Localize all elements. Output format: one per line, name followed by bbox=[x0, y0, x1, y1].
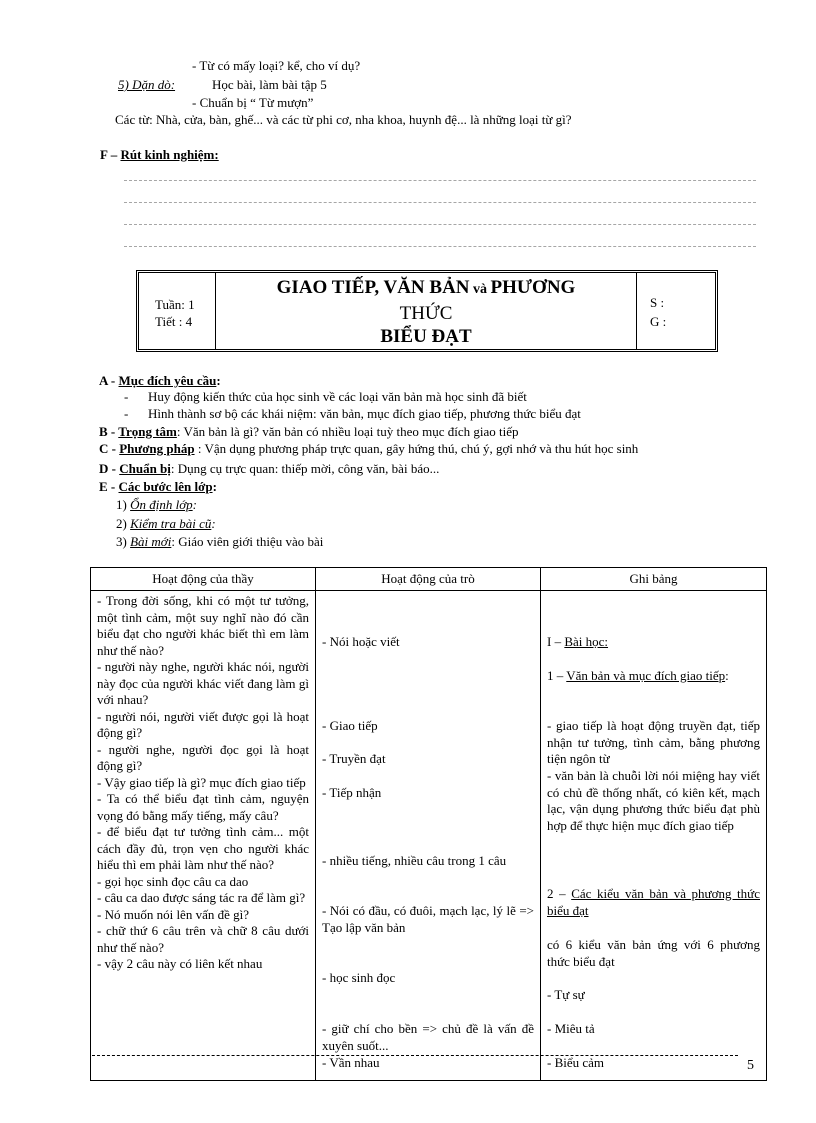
board-text: có 6 kiểu văn bản ứng với 6 phương thức biểu đạt bbox=[547, 937, 760, 969]
section-e-heading: E - Các bước lên lớp: bbox=[99, 479, 217, 494]
student-line: - nhiều tiếng, nhiều câu trong 1 câu bbox=[322, 853, 507, 868]
lesson-title: GIAO TIẾP, VĂN BẢN và PHƯƠNG THỨC BIỂU ĐẠT bbox=[276, 277, 576, 347]
section-a-item: - bbox=[124, 406, 129, 421]
teacher-line: - vậy 2 câu này có liên kết nhau bbox=[97, 956, 263, 971]
section-a-item: - bbox=[124, 389, 129, 404]
table-row bbox=[91, 591, 767, 1081]
step-1: 1) Ổn định lớp: bbox=[116, 497, 197, 512]
section-d: D - Chuẩn bị: Dụng cụ trực quan: thiếp mời, công văn, bài báo... bbox=[99, 461, 440, 476]
step-3: 3) Bài mới: Giáo viên giới thiệu vào bài bbox=[116, 534, 324, 549]
s-label: S : bbox=[650, 295, 665, 310]
board-text: - giao tiếp là hoạt động truyền đạt, tiếp nhận tư tưởng, tình cảm, bằng phương tiện ngôn từ bbox=[547, 718, 760, 766]
board-text: - văn bản là chuỗi lời nói miệng hay viết có chủ đề thống nhất, có kiên kết, mạch lạc, vận dụng phương thức biểu đạt phù hợp để thực hiện mục đích giao tiếp bbox=[547, 768, 760, 833]
section-b: B - Trọng tâm: Văn bản là gì? văn bản có nhiều loại tuỳ theo mục đích giao tiếp bbox=[99, 424, 519, 439]
board-section-2-title: 2 – Các kiểu văn bản và phương thức biểu đạt bbox=[547, 886, 760, 918]
student-line: - học sinh đọc bbox=[322, 970, 396, 985]
step-2: 2) Kiểm tra bài cũ: bbox=[116, 516, 216, 531]
homework-label: 5) Dặn dò: bbox=[118, 77, 176, 92]
lesson-info-cell bbox=[139, 273, 216, 349]
board-notes-cell bbox=[541, 591, 767, 1081]
student-activity-cell bbox=[316, 591, 541, 1081]
column-header-board: Ghi bảng bbox=[541, 568, 767, 591]
teacher-line: - người này nghe, người khác nói, người này đọc của người khác viết đang làm gì với nhau? bbox=[97, 659, 309, 707]
teacher-line: - để biểu đạt tư tưởng tình cảm... một cách đầy đủ, trọn vẹn cho người khác hiểu thì em phải làm như thế nào? bbox=[97, 824, 309, 872]
student-line: - Vần nhau bbox=[322, 1055, 380, 1070]
teacher-line: - Nó muốn nói lên vấn đề gì? bbox=[97, 906, 249, 922]
g-label: G : bbox=[650, 314, 667, 329]
teacher-line: - chữ thứ 6 câu trên và chữ 8 câu dưới như thế nào? bbox=[97, 923, 309, 955]
student-line: - Nói hoặc viết bbox=[322, 634, 400, 649]
experience-heading: F – Rút kinh nghiệm: bbox=[100, 147, 219, 162]
prepare-line: - Chuẩn bị “ Từ mượn” bbox=[192, 95, 314, 110]
teacher-line: - gọi học sinh đọc câu ca dao bbox=[97, 873, 249, 889]
week-label: Tuần: 1 bbox=[155, 297, 195, 312]
footer-dashed-line bbox=[92, 1055, 738, 1056]
student-line: - giữ chí cho bền => chủ đề là vấn đề xuyên suốt... bbox=[322, 1021, 534, 1053]
teacher-line: - Trong đời sống, khi có một tư tưởng, một tình cảm, một suy nghĩ nào đó cần biểu đạt cho người khác biết thì em làm như thế nào? bbox=[97, 593, 309, 658]
dotted-line-1 bbox=[124, 180, 756, 181]
dotted-line-2 bbox=[124, 202, 756, 203]
question-line: Các từ: Nhà, cửa, bàn, ghế... và các từ phi cơ, nha khoa, huynh đệ... là những loại từ gì? bbox=[115, 112, 572, 127]
student-line: - Truyền đạt bbox=[322, 751, 386, 766]
questions-line: - Từ có mấy loại? kể, cho ví dụ? bbox=[192, 58, 361, 73]
student-line: - Giao tiếp bbox=[322, 718, 378, 733]
teacher-line: - người nghe, người đọc gọi là hoạt động gì? bbox=[97, 741, 309, 773]
lesson-header-box bbox=[136, 270, 718, 352]
section-a-item-1: Huy động kiến thức của học sinh về các loại văn bản mà học sinh đã biết bbox=[148, 389, 527, 404]
board-item: - Tự sự bbox=[547, 987, 585, 1002]
student-line: - Nói có đầu, có đuôi, mạch lạc, lý lẽ => Tạo lập văn bản bbox=[322, 903, 534, 935]
teacher-activity-cell bbox=[91, 591, 316, 1081]
board-section-1-title: 1 – Văn bản và mục đích giao tiếp: bbox=[547, 668, 729, 683]
board-heading: I – Bài học: bbox=[547, 634, 609, 649]
section-a-item-2: Hình thành sơ bộ các khái niệm: văn bản, mục đích giao tiếp, phương thức biểu đạt bbox=[148, 406, 581, 421]
period-label: Tiết : 4 bbox=[155, 314, 193, 329]
section-a-heading: A - Mục đích yêu cầu: bbox=[99, 373, 221, 388]
table-header-row bbox=[91, 568, 767, 591]
dotted-line-3 bbox=[124, 224, 756, 225]
column-header-teacher: Hoạt động của thầy bbox=[91, 568, 316, 591]
dotted-line-4 bbox=[124, 246, 756, 247]
student-line: - Tiếp nhận bbox=[322, 785, 382, 800]
teacher-line: - người nói, người viết được gọi là hoạt động gì? bbox=[97, 708, 309, 740]
homework-text: Học bài, làm bài tập 5 bbox=[212, 77, 327, 92]
board-item: - Miêu tả bbox=[547, 1021, 595, 1036]
lesson-activity-table bbox=[90, 567, 767, 1081]
teacher-line: - Ta có thể biểu đạt tình cảm, nguyện vọng đó bằng mấy tiếng, mấy câu? bbox=[97, 791, 309, 823]
column-header-student: Hoạt động của trò bbox=[316, 568, 541, 591]
board-item: - Biểu cảm bbox=[547, 1055, 605, 1070]
teacher-line: - câu ca dao được sáng tác ra để làm gì? bbox=[97, 890, 306, 905]
section-c: C - Phương pháp : Vận dụng phương pháp trực quan, gây hứng thú, chú ý, gợi nhớ và thu hút học sinh bbox=[99, 441, 639, 456]
date-cell bbox=[636, 273, 715, 349]
page-number: 5 bbox=[747, 1058, 754, 1073]
teacher-line: - Vậy giao tiếp là gì? mục đích giao tiếp bbox=[97, 774, 306, 790]
